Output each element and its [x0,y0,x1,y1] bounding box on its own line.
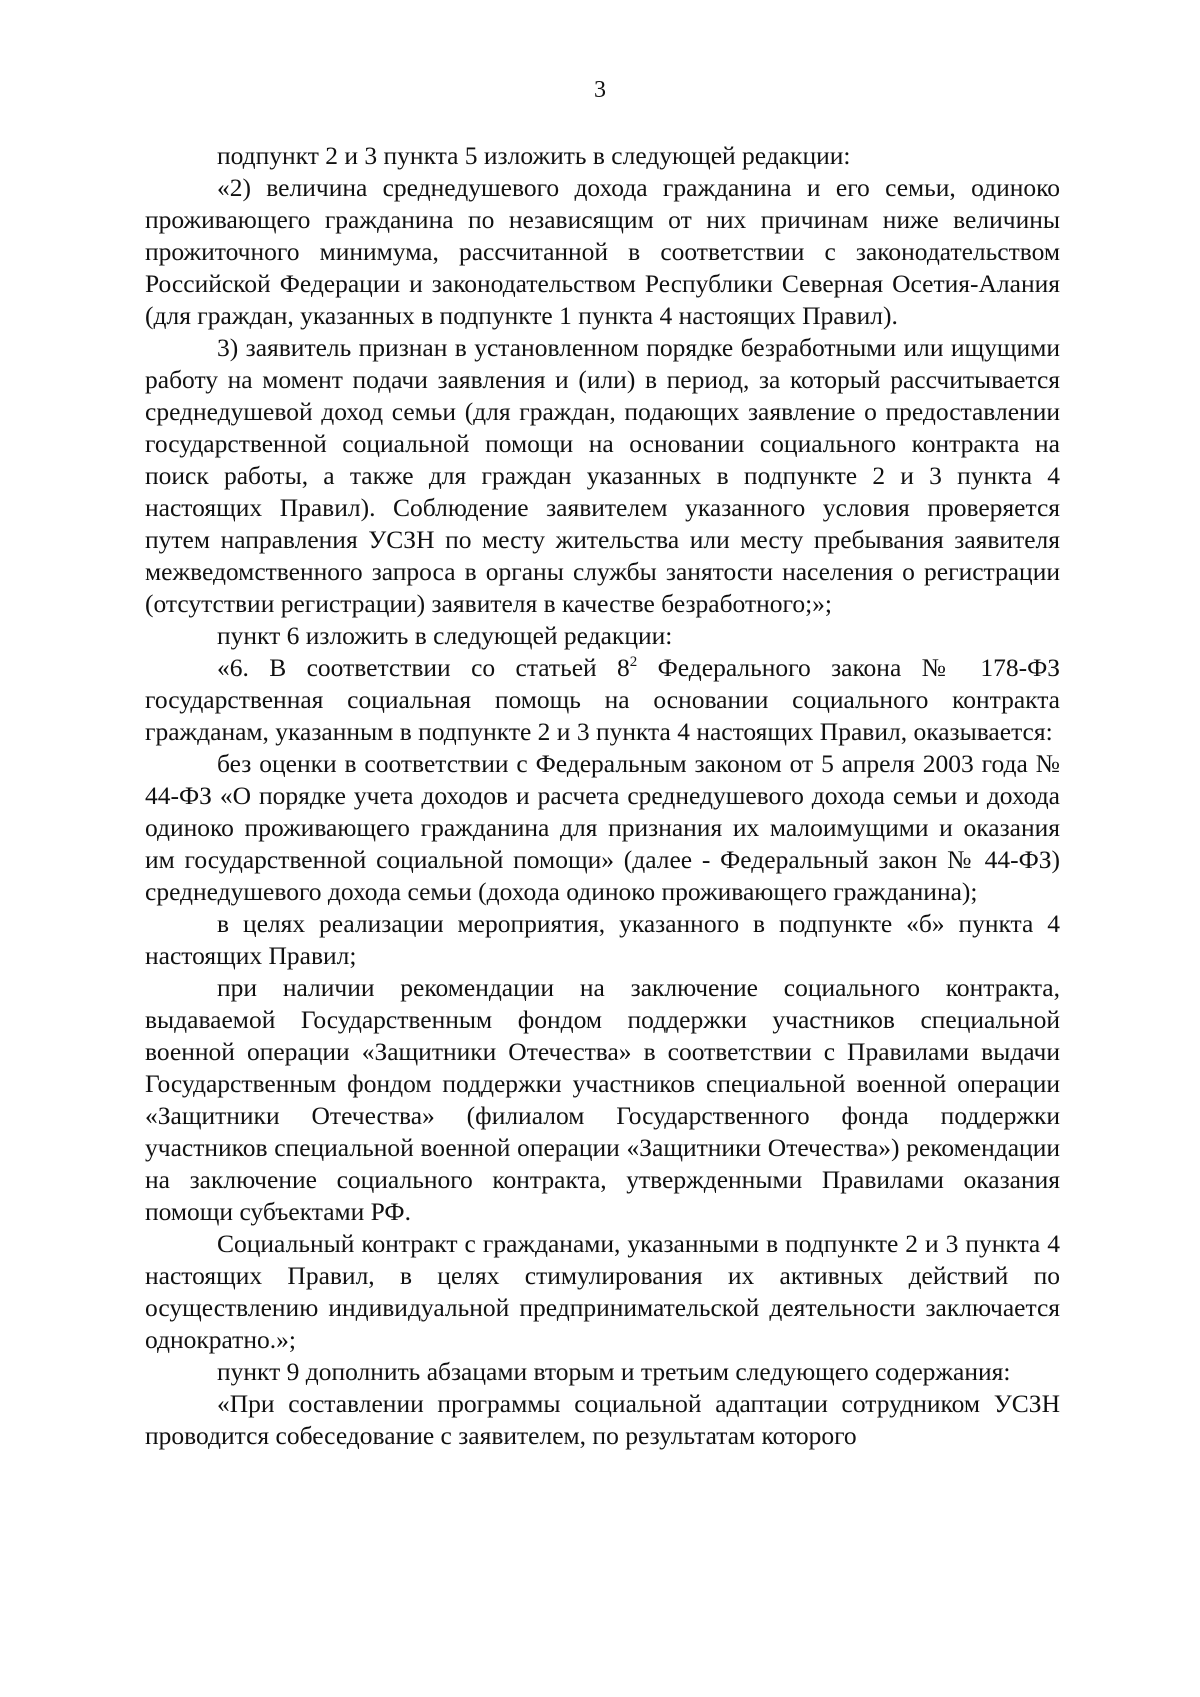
paragraph-point-9-intro: пункт 9 дополнить абзацами вторым и третьим следующего содержания: [217,1357,1011,1386]
paragraph-without-assessment: без оценки в соответствии с Федеральным законом от 5 апреля 2003 года № 44-ФЗ «О порядке учета доходов и расчета среднедушевого дохода семьи и дохода одиноко проживающего гражданина для признания их малоимущими и оказания им государственной социальной помощи» (далее - Федеральный закон № 44-ФЗ) среднедушевого дохода семьи (дохода одиноко проживающего гражданина); [145,749,1060,906]
document-body [145,140,1060,1452]
paragraph-subpoints-intro: подпункт 2 и 3 пункта 5 изложить в следующей редакции: [217,141,851,170]
paragraph-adaptation-program: «При составлении программы социальной адаптации сотрудником УСЗН проводится собеседование с заявителем, по результатам которого [145,1389,1060,1450]
paragraph-subpoint-2: «2) величина среднедушевого дохода гражданина и его семьи, одиноко проживающего гражданина по независящим от них причинам ниже величины прожиточного минимума, рассчитанной в соответствии с законодательством Российской Федерации и законодательством Республики Северная Осетия-Алания (для граждан, указанных в подпункте 1 пункта 4 настоящих Правил). [145,173,1060,330]
paragraph-measure-b: в целях реализации мероприятия, указанного в подпункте «б» пункта 4 настоящих Правил; [145,909,1060,970]
paragraph-recommendation: при наличии рекомендации на заключение социального контракта, выдаваемой Государственным фондом поддержки участников специальной военной операции «Защитники Отечества» в соответствии с Правилами выдачи Государственным фондом поддержки участников специальной военной операции «Защитники Отечества» (филиалом Государственного фонда поддержки участников специальной военной операции «Защитники Отечества») рекомендации на заключение социального контракта, утвержденными Правилами оказания помощи субъектами РФ. [145,973,1060,1226]
article-superscript: 2 [629,654,638,670]
paragraph-point-6-end: Федерального закона № 178-ФЗ государственная социальная помощь на основании социального контракта гражданам, указанным в подпункте 2 и 3 пункта 4 настоящих Правил, оказывается: [145,653,1060,746]
page-number: 3 [594,77,606,103]
paragraph-social-contract: Социальный контракт с гражданами, указанными в подпункте 2 и 3 пункта 4 настоящих Правил, в целях стимулирования их активных действий по осуществлению индивидуальной предпринимательской деятельности заключается однократно.»; [145,1229,1060,1354]
paragraph-point-6-start: «6. В соответствии со статьей 8 [217,653,630,682]
paragraph-point-6-intro: пункт 6 изложить в следующей редакции: [217,621,673,650]
paragraph-point-6 [145,652,1060,748]
paragraph-subpoint-3: 3) заявитель признан в установленном порядке безработными или ищущими работу на момент подачи заявления и (или) в период, за который рассчитывается среднедушевой доход семьи (для граждан, подающих заявление о предоставлении государственной социальной помощи на основании социального контракта на поиск работы, а также для граждан указанных в подпункте 2 и 3 пункта 4 настоящих Правил). Соблюдение заявителем указанного условия проверяется путем направления УСЗН по месту жительства или месту пребывания заявителя межведомственного запроса в органы службы занятости населения о регистрации (отсутствии регистрации) заявителя в качестве безработного;»; [145,333,1060,618]
